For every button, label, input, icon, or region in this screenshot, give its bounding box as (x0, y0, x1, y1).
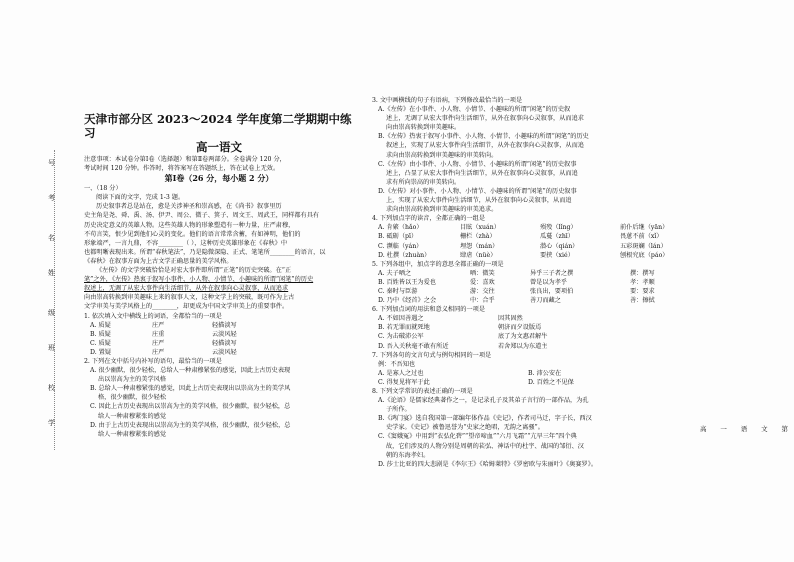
option-cell: B. 沛公安在 (528, 369, 562, 377)
footer-char: 一 (720, 425, 729, 433)
option-row[interactable] (372, 323, 702, 332)
option-line[interactable]: A.《左传》在小事件、小人物、小情节、小趣味的所谓“闲笔”的历史叙 (378, 106, 571, 114)
option-row[interactable] (84, 348, 354, 357)
option-cell: A. 肯綮（hǎo） (378, 224, 423, 232)
passage-line: 不苟言笑，恨少见到他们心灵的变化。他们的语言常常含蓄，有如神明，他们的 (84, 230, 301, 238)
option-cell: 要挟（xié） (540, 251, 574, 259)
option-cell: 潜心（qián） (540, 242, 579, 250)
option-word: 轻描淡写 (212, 321, 237, 329)
option-row[interactable] (372, 269, 702, 278)
passage-line-underlined: 叙述上，无调了从宏大事件向生活细节，从外在叙事向心灵叙事，从而追求 (84, 285, 289, 293)
option-line[interactable]: C. 因此上古历史表现出以崇高为主的美学风格，很少幽默，很少轻松，总 (90, 403, 291, 411)
option-cell: C. 为击破沛公军 (378, 333, 424, 341)
exam-title: 天津市部分区 2023～2024 学年度第二学期期中练习 (84, 112, 352, 140)
option-cell: C. 得复见将军于此 (378, 378, 430, 386)
option-cell: 要：要求 (630, 287, 655, 295)
notice-line: 注意事项：本试卷分第Ⅰ卷（选择题）和第Ⅱ卷两部分。全卷满分 120 分， (84, 156, 286, 163)
question-7-example: 例：不吾知也 (378, 360, 416, 368)
passage-line: 文学审美与美学风格上的________，却更成为中国文学审美上的重要事件。 (84, 303, 289, 311)
passage-line: 《春秋》在叙事方面为上古文学正确思量的美学风格。 (84, 257, 233, 265)
option-label: C. 质疑 (90, 339, 111, 347)
option-label: D. 置疑 (90, 348, 112, 356)
option-line[interactable]: C.《左传》由小事件、小人物、小情节、小趣味的所谓“闲笔”的历史叙事 (378, 160, 577, 168)
option-cell: 哂：微笑 (470, 269, 495, 277)
reading-passage-1 (84, 202, 354, 266)
question-3: 3. 文中画横线的句子有语病，下列修改最恰当的一项是 (372, 97, 523, 104)
volume-heading: 第Ⅰ卷（26 分，每小题 2 分） (164, 173, 274, 184)
passage-line: 向由崇高转换到审美趣味上来的叙事人文，这种文学上的突破，既可作为上古 (84, 294, 295, 302)
option-cell: C. 濒临（yán） (378, 242, 423, 250)
option-line[interactable]: C.《窦娥冤》中用到“衣弘化碧”“望帝啼血”“六月飞霜”“亢旱三年”四个典 (378, 433, 577, 441)
passage-line: 《左传》的文学突破恰恰是对宏大事件即所谓“正笔”的历史突破。在“正 (96, 267, 292, 275)
margin-char: 名 (48, 234, 55, 242)
question-5: 5. 下列各组中，加点字的意思全都正确的一项是 (372, 260, 504, 268)
option-cell: D. 百姓之不见保 (528, 378, 574, 386)
option-cell: 底了为文惠君解牛 (498, 333, 548, 341)
option-cell: 爱：喜欢 (470, 278, 495, 286)
option-line: 史学家。《史记》被鲁迅誉为“史家之绝唱，无韵之离骚”。 (386, 424, 544, 432)
binding-margin (40, 150, 70, 450)
option-cell: 刨根究底（páo） (620, 251, 669, 259)
margin-char: 姓 (48, 269, 55, 277)
margin-char: 班 (48, 344, 55, 352)
option-row[interactable] (372, 296, 702, 305)
option-line: 子所作。 (386, 406, 411, 414)
reading-passage-2 (84, 266, 354, 311)
option-line[interactable]: D. 由于上古历史表现出以崇高为主的美学风格，很少幽默，很少轻松，总 (90, 421, 291, 429)
option-line: 上，实现了从宏大事件向生活细节，从外在叙事向心灵叙事，从而追 (386, 197, 572, 205)
option-cell: 异乎三子者之撰 (530, 269, 574, 277)
option-row[interactable] (372, 242, 702, 251)
option-row[interactable] (372, 251, 702, 260)
option-cell: 瓜蔓（zhī） (540, 233, 574, 241)
right-column (372, 96, 702, 469)
option-cell: 善：擦拭 (630, 297, 655, 305)
option-line: 向由崇高转换到审美趣味。 (386, 124, 461, 132)
option-row[interactable] (372, 223, 702, 232)
section-heading: 一、（18 分） (84, 185, 122, 193)
option-line[interactable]: A.《论语》是儒家经典著作之一，是记录孔子及其弟子言行的一部作品，为孔 (378, 397, 589, 405)
margin-char: 校 (48, 384, 55, 392)
option-cell: 曾是以为孝乎 (530, 278, 568, 286)
option-cell: B. 砥砺（pī） (378, 233, 418, 241)
option-cell: 朝济而夕设版焉 (498, 324, 542, 332)
option-row[interactable] (372, 232, 702, 241)
option-row[interactable] (372, 378, 702, 387)
option-row[interactable] (84, 321, 354, 330)
question-6: 6. 下列加点词的用法和意义相同的一项是 (372, 306, 486, 314)
option-line[interactable]: A. 很少幽默，很少轻松，总给人一种肃穆紧张的感觉，因此上古历史表现 (90, 367, 291, 375)
footer-char: 高 (700, 425, 709, 433)
option-cell: D. 吾入关秋毫不敢有所近 (378, 342, 449, 350)
margin-char: 级 (48, 309, 55, 317)
margin-char: 号 (48, 159, 55, 167)
option-label: A. 质疑 (90, 321, 111, 329)
option-cell: 畏葸不前（xǐ） (620, 233, 663, 241)
passage-line: 也都明晰表现出来。所谓“春秋笔法”，乃是隐微深隐、正式、笔笔所________的语言，以 (84, 248, 326, 256)
option-cell: B. 百姓皆以王为爱也 (378, 278, 436, 286)
option-row[interactable] (372, 287, 702, 296)
option-line[interactable]: B.《左传》热衷于叙写小事件、小人物、小情节、小趣味的所谓“闲笔”的历史 (378, 133, 589, 141)
option-word: 云淡风轻 (212, 330, 237, 338)
option-cell: A. 不如因善遇之 (378, 315, 424, 323)
question-8: 8. 下列文学常识的表述正确的一项是 (372, 388, 473, 395)
option-line: 给人一种肃穆紧张的感觉 (98, 412, 167, 420)
option-row[interactable] (372, 332, 702, 341)
option-cell: 因其固然 (498, 315, 523, 323)
option-cell: 殒殁（lǐng） (540, 224, 577, 232)
option-cell: 肆虐（nüè） (460, 251, 497, 259)
question-7-options (372, 369, 702, 387)
option-row[interactable] (372, 342, 702, 351)
option-line: 述上，无调了从宏大事件向生活细节，从外在叙事向心灵叙事，从而追求 (386, 115, 584, 123)
question-5-options (372, 269, 702, 305)
margin-char: 学 (48, 419, 55, 427)
footer-char: 语 (740, 425, 750, 433)
option-cell: 前仆后继（yān） (620, 224, 669, 232)
option-cell: D. 杜撰（zhuàn） (378, 251, 431, 259)
footer-char: 第 (781, 425, 790, 433)
option-cell: 撰：撰写 (630, 269, 655, 277)
question-2: 2. 下列在文中括号内补写的语句，最恰当的一项是 (84, 357, 222, 365)
option-cell: 中：合乎 (470, 297, 495, 305)
option-cell: 游：交往 (470, 287, 495, 295)
question-1-options (84, 321, 354, 357)
option-line: 求向由崇高转换到审美趣味的审美追求。 (386, 206, 498, 214)
option-cell: C. 秦时与臣游 (378, 287, 418, 295)
option-line: 给人一种肃穆紧张的感觉 (98, 430, 167, 438)
passage-line-underlined: 笔”之外，《左传》热衷于叙写小事件、小人物、小情节、小趣味的所谓“闲笔”的历史 (84, 276, 314, 284)
option-cell: D. 乃中《经首》之会 (378, 297, 437, 305)
option-cell: A. 是寡人之过也 (378, 369, 424, 377)
option-cell: 埋怨（mán） (460, 242, 499, 250)
option-word: 云淡风轻 (212, 348, 237, 356)
option-line: 出以崇高为主的美学风格 (98, 376, 167, 384)
passage-line: 历史叙事者总是站在，愈是关涉神圣和崇高感，在《尚书》叙事里历 (96, 203, 282, 211)
option-label: B. 质疑 (90, 330, 111, 338)
option-line: 朝的东海孝妇。 (386, 451, 430, 459)
option-cell: 目眩（xuán） (460, 224, 500, 232)
option-line[interactable]: B. 总给人一种肃穆紧张的感觉，因此上古历史表现出以崇高为主的美学风 (90, 385, 291, 393)
footer-char: 文 (761, 425, 770, 433)
option-cell: 若舍郑以为东道主 (498, 342, 548, 350)
page-footer (700, 424, 790, 433)
option-cell: 五彩斑斓（lán） (620, 242, 667, 250)
question-4: 4. 下列加点字的读音，全都正确的一组是 (372, 215, 486, 223)
option-cell: A. 夫子哂之 (378, 269, 412, 277)
option-word: 庄严 (152, 321, 165, 329)
option-row[interactable] (372, 314, 702, 323)
option-cell: 张良出，要项伯 (530, 287, 574, 295)
option-word: 庄严 (152, 348, 165, 356)
option-line[interactable]: D. 莎士比亚的四大悲剧是《李尔王》《哈姆莱特》《罗密欧与朱丽叶》《奥赛罗》。 (378, 460, 598, 468)
question-2-options (84, 366, 354, 439)
option-word: 轻描淡写 (212, 339, 237, 347)
passage-line: 形象端严，一言九鼎，不容________（ ），这种历史英雄形象在《春秋》中 (84, 239, 288, 247)
option-line: 述上，凸显了从宏大事件向生活细节，从外在叙事向心灵叙事，从而追 (386, 169, 578, 177)
question-4-options (372, 223, 702, 259)
option-cell: 善刀而藏之 (530, 297, 561, 305)
question-7: 7. 下列各句的文言句式与例句相同的一项是 (372, 351, 492, 359)
option-row[interactable] (84, 339, 354, 348)
option-line: 求向由崇高转换到审美趣味的审美转向。 (386, 151, 498, 159)
option-row[interactable] (372, 369, 702, 378)
option-word: 庄重 (152, 330, 165, 338)
option-line[interactable]: D.《左传》对小事件、小人物、小情节、小趣味的所谓“闲笔”的历史叙事 (378, 187, 577, 195)
option-line: 叙述上，实现了从宏大事件向生活细节，从外在叙事向心灵叙事，从而追 (386, 142, 584, 150)
question-1: 1. 依次填入文中横线上的词语，全都恰当的一项是 (84, 312, 222, 320)
option-line: 求有所向崇高的审美转向。 (386, 178, 461, 186)
exam-subtitle: 高一语文 (196, 140, 242, 154)
reading-instruction: 阅读下面的文字，完成 1-3 题。 (96, 194, 185, 202)
margin-char: 考 (48, 194, 55, 202)
option-cell: B. 若无罪而就死地 (378, 324, 430, 332)
option-line[interactable]: B.《鸿门宴》选自我国第一部编年体作品《史记》，作者司马迁，字子长，西汉 (378, 415, 592, 423)
option-cell: 孝：孝顺 (630, 278, 655, 286)
left-column (84, 112, 354, 439)
passage-line: 历史决定意义的英雄人物。这些英雄人物的形象塑造有一种力量，庄严肃穆， (84, 221, 295, 229)
option-line: 故，它们涉及的人物分别是周朝的苌弘、神话中的杜宇、战国的邹衍、汉 (386, 442, 584, 450)
option-row[interactable] (84, 330, 354, 339)
option-line: 格，很少幽默，很少轻松 (98, 394, 167, 402)
passage-line: 史主角是尧、舜、禹、汤、伊尹、周公、微子、箕子、周文王、周武王，同样都有具有 (84, 212, 320, 220)
question-6-options (372, 314, 702, 350)
option-cell: 栅栏（zhà） (460, 233, 496, 241)
notice-line: 考试时间 120 分钟。作答时，将答案写在答题纸上，答在试卷上无效。 (84, 165, 280, 173)
option-row[interactable] (372, 278, 702, 287)
option-word: 庄严 (152, 339, 165, 347)
